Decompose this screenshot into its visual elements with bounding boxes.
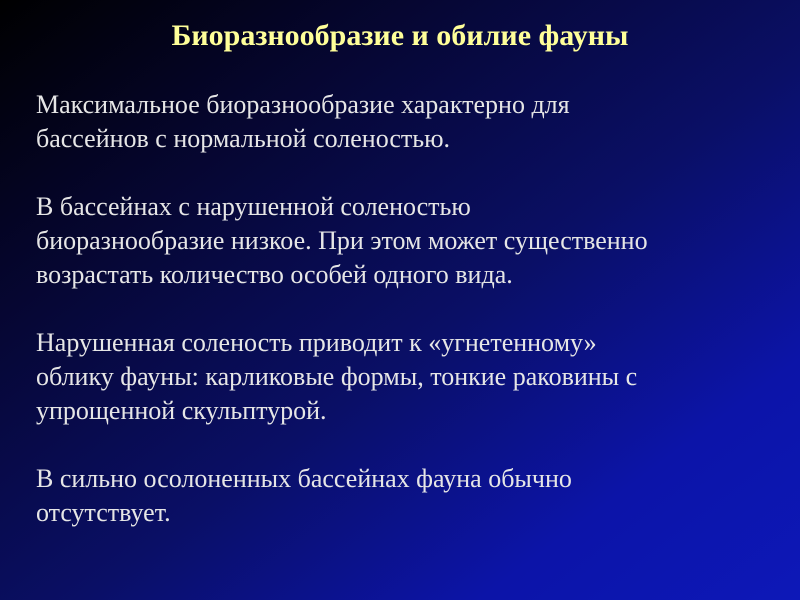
paragraph-hypersaline-basins [36,462,786,530]
slide-title: Биоразнообразие и обилие фауны [171,19,629,52]
text-line: облику фауны: карликовые формы, тонкие раковины с [36,362,638,391]
text-line: В бассейнах с нарушенной соленостью [36,192,471,221]
text-line: отсутствует. [36,498,171,527]
text-line: бассейнов с нормальной соленостью. [36,124,451,153]
slide-body [36,88,786,564]
text-line: Максимальное биоразнообразие характерно для [36,90,570,119]
paragraph-low-biodiversity [36,190,786,292]
text-line: биоразнообразие низкое. При этом может существенно [36,226,648,255]
text-line: упрощенной скульптурой. [36,396,327,425]
text-line: В сильно осолоненных бассейнах фауна обычно [36,464,572,493]
text-line: Нарушенная соленость приводит к «угнетенному» [36,328,597,357]
paragraph-depressed-fauna [36,326,786,428]
text-line: возрастать количество особей одного вида. [36,260,513,289]
paragraph-max-biodiversity [36,88,786,156]
